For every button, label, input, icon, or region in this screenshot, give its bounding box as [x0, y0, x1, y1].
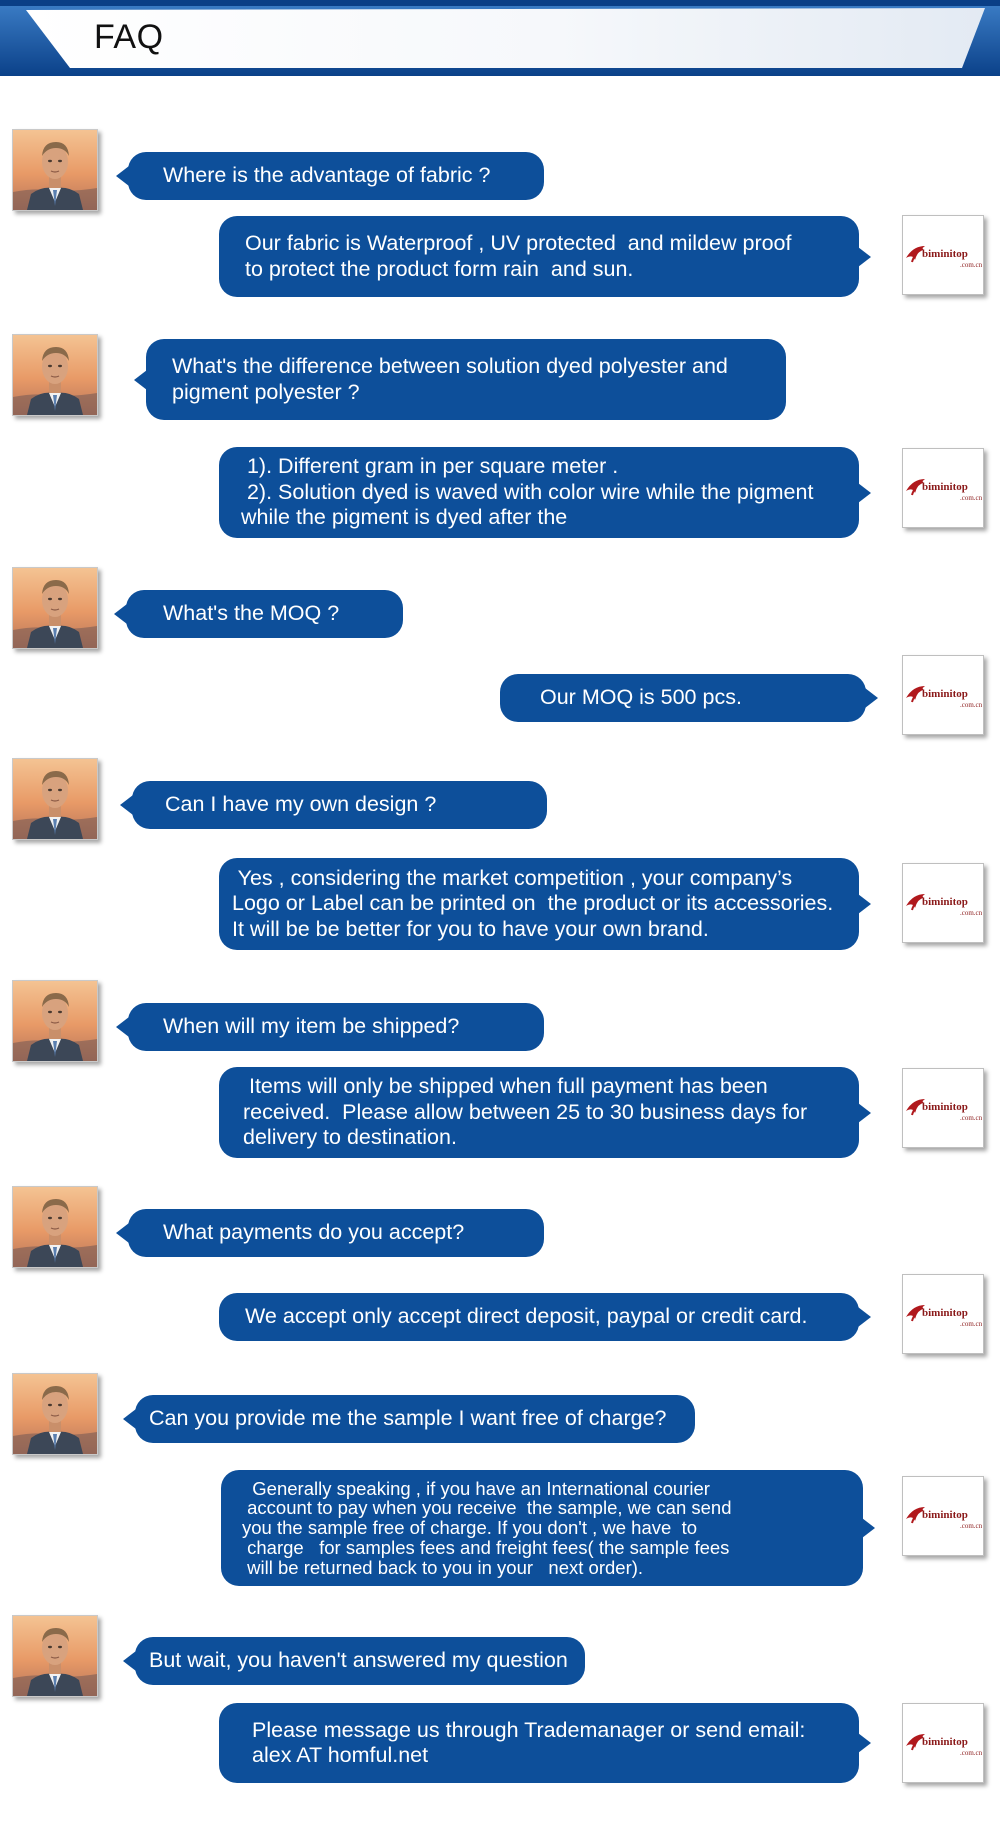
- brand-logo-text: biminitop: [922, 688, 968, 700]
- faq-question-bubble: [126, 590, 403, 638]
- faq-answer-bubble: [219, 1293, 859, 1341]
- brand-logo: [902, 1274, 984, 1354]
- question-text: But wait, you haven't answered my question: [149, 1648, 568, 1673]
- question-text: Where is the advantage of fabric ?: [163, 163, 491, 188]
- answer-text: Our fabric is Waterproof , UV protected and mildew proof to protect the product form rain and sun.: [245, 231, 792, 281]
- question-text: What's the difference between solution dyed polyester and pigment polyester ?: [172, 354, 728, 404]
- faq-question-bubble: [128, 1003, 544, 1051]
- question-text: What's the MOQ ?: [163, 601, 340, 626]
- faq-question-bubble: [132, 781, 547, 829]
- faq-question-bubble: [146, 339, 786, 420]
- brand-logo-domain: .com.cn: [960, 261, 983, 269]
- brand-logo: [902, 1476, 984, 1556]
- customer-avatar: [12, 567, 98, 649]
- brand-logo-text: biminitop: [922, 248, 968, 260]
- faq-question-bubble: [135, 1637, 585, 1685]
- brand-logo-domain: .com.cn: [960, 1749, 983, 1757]
- question-text: Can I have my own design ?: [165, 792, 437, 817]
- faq-answer-bubble: [219, 858, 859, 950]
- faq-answer-bubble: [219, 216, 859, 297]
- brand-logo-text: biminitop: [922, 896, 968, 908]
- page-title: FAQ: [94, 18, 164, 56]
- faq-question-bubble: [128, 1209, 544, 1257]
- faq-question-bubble: [128, 152, 544, 200]
- answer-text: Items will only be shipped when full payment has been received. Please allow between 25 to 30 business days for delivery to destination.: [243, 1074, 808, 1150]
- answer-text: We accept only accept direct deposit, paypal or credit card.: [245, 1304, 808, 1329]
- question-text: When will my item be shipped?: [163, 1014, 460, 1039]
- brand-logo: [902, 215, 984, 295]
- faq-answer-bubble: [219, 1067, 859, 1158]
- brand-logo-text: biminitop: [922, 1307, 968, 1319]
- brand-logo-text: biminitop: [922, 481, 968, 493]
- brand-logo: [902, 1068, 984, 1148]
- brand-logo: [902, 655, 984, 735]
- answer-text: Our MOQ is 500 pcs.: [540, 685, 742, 710]
- brand-logo-domain: .com.cn: [960, 701, 983, 709]
- brand-logo-text: biminitop: [922, 1736, 968, 1748]
- faq-answer-bubble: [500, 674, 866, 722]
- faq-answer-bubble: [219, 1703, 859, 1783]
- brand-logo: [902, 863, 984, 943]
- question-text: Can you provide me the sample I want free of charge?: [149, 1406, 667, 1431]
- brand-logo-text: biminitop: [922, 1101, 968, 1113]
- brand-logo-domain: .com.cn: [960, 1320, 983, 1328]
- customer-avatar: [12, 1615, 98, 1697]
- brand-logo-domain: .com.cn: [960, 494, 983, 502]
- brand-logo-domain: .com.cn: [960, 1114, 983, 1122]
- answer-text: Generally speaking , if you have an International courier account to pay when you receive the sample, we can send you the sample free of charge. If you don't , we have to charge for samples fees and freight fees( the sample fees will be returned back to you in your next order).: [242, 1477, 732, 1578]
- question-text: What payments do you accept?: [163, 1220, 465, 1245]
- answer-text: Yes , considering the market competition , your company’s Logo or Label can be printed on the product or its accessories. It will be be better for you to have your own brand.: [232, 865, 834, 941]
- customer-avatar: [12, 1373, 98, 1455]
- customer-avatar: [12, 129, 98, 211]
- faq-answer-bubble: [221, 1470, 863, 1586]
- brand-logo-domain: .com.cn: [960, 1522, 983, 1530]
- brand-logo-text: biminitop: [922, 1509, 968, 1521]
- customer-avatar: [12, 1186, 98, 1268]
- faq-question-bubble: [135, 1395, 695, 1443]
- brand-logo: [902, 1703, 984, 1783]
- answer-text: 1). Different gram in per square meter . 2). Solution dyed is waved with color wire while the pigment while the pigment is dyed after the: [241, 454, 814, 530]
- customer-avatar: [12, 758, 98, 840]
- faq-answer-bubble: [219, 447, 859, 538]
- brand-logo: [902, 448, 984, 528]
- brand-logo-domain: .com.cn: [960, 909, 983, 917]
- answer-text: Please message us through Trademanager or send email: alex AT homful.net: [252, 1717, 806, 1767]
- customer-avatar: [12, 980, 98, 1062]
- customer-avatar: [12, 334, 98, 416]
